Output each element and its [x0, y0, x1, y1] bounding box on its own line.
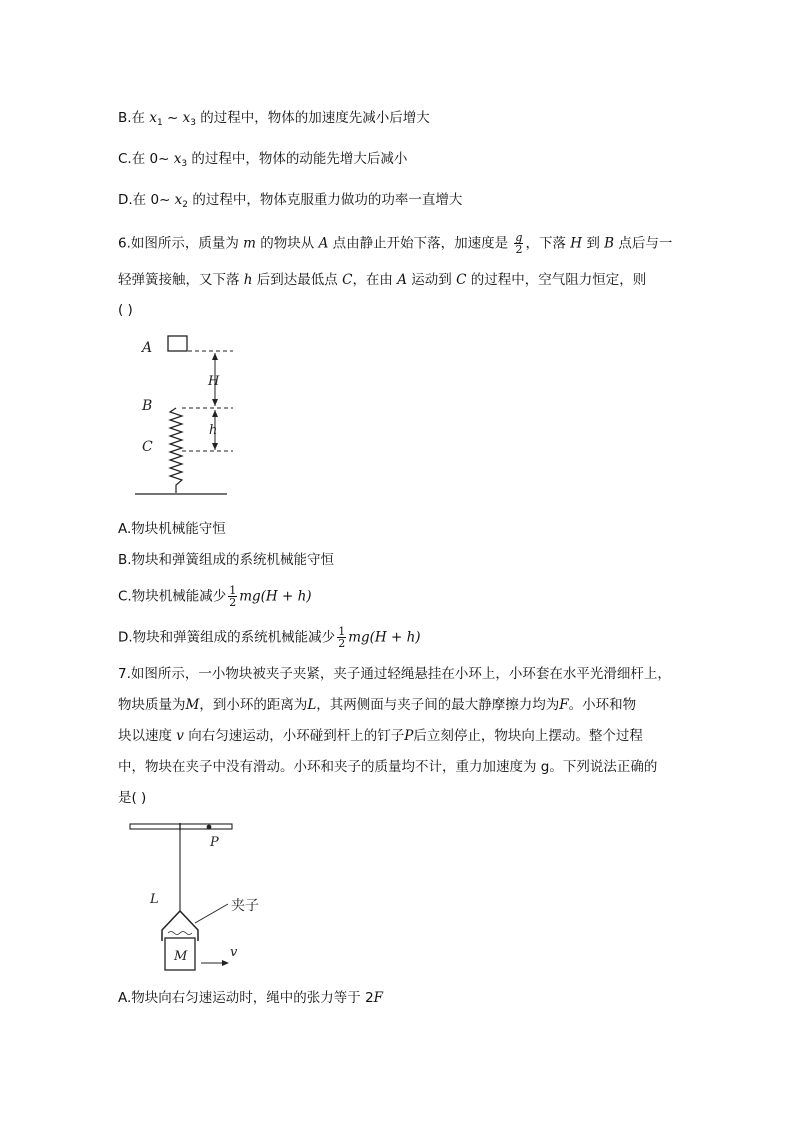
label-H: H — [208, 374, 220, 389]
label-m: M — [174, 949, 188, 964]
clamp — [162, 911, 198, 941]
spring — [170, 408, 182, 493]
q6-option-a: A.物块机械能守恒 — [118, 521, 226, 537]
horizontal-rod — [130, 824, 232, 829]
q5-option-b: B.在 $x_1$ ~ $x_3$ 的过程中，物体的加速度先减小后增大 — [118, 110, 430, 128]
block-a — [168, 336, 187, 351]
fraction-half: $\frac{1}{2}$ — [229, 584, 237, 609]
q6-option-b: B.物块和弹簧组成的系统机械能守恒 — [118, 552, 335, 568]
q6-stem-line-2: 轻弹簧接触，又下落 h 后到达最低点 C，在由 A 运动到 C 的过程中，空气阻力恒定，则 — [118, 272, 647, 288]
label-c: C — [142, 439, 153, 455]
q6-spring-diagram — [130, 330, 250, 500]
q7-clamp-diagram — [125, 818, 285, 980]
fraction-half: $\frac{1}{2}$ — [338, 625, 346, 650]
nail-p — [207, 825, 212, 830]
label-b: B — [142, 398, 153, 414]
clip-pointer — [195, 904, 228, 923]
q6-fraction-g-over-2: $\frac{g}{2}$ — [515, 231, 523, 256]
q7-stem-line-2: 物块质量为M，到小环的距离为L，其两侧面与夹子间的最大静摩擦力均为F。小环和物 — [118, 697, 637, 713]
q6-answer-paren: ( ) — [118, 302, 133, 318]
q6-option-c: C.物块机械能减少 $\frac{1}{2}$ mg(H + h) — [118, 584, 312, 609]
q7-stem-line-3: 块以速度 v 向右匀速运动，小环碰到杆上的钉子P后立刻停止，物块向上摆动。整个过程 — [118, 728, 643, 744]
q5-option-c: C.在 0~ $x_3$ 的过程中，物体的动能先增大后减小 — [118, 151, 408, 169]
label-a: A — [142, 340, 153, 356]
label-clip: 夹子 — [231, 898, 259, 914]
q6-stem-line-1: 6.如图所示，质量为 m 的物块从 A 点由静止开始下落，加速度是 $\frac{g}{2}$ ，下落 H 到 B 点后与一 — [118, 231, 673, 256]
label-h: h — [209, 423, 218, 438]
q7-stem-line-4: 中，物块在夹子中没有滑动。小环和夹子的质量均不计，重力加速度为 g。下列说法正确的 — [118, 759, 658, 775]
q6-option-d: D.物块和弹簧组成的系统机械能减少 $\frac{1}{2}$ mg(H + h) — [118, 625, 421, 650]
q7-stem-line-1: 7.如图所示，一小物块被夹子夹紧，夹子通过轻绳悬挂在小环上，小环套在水平光滑细杆上， — [118, 666, 671, 682]
clamp-spring — [168, 932, 192, 935]
q5-option-d: D.在 0~ $x_2$ 的过程中，物体克服重力做功的功率一直增大 — [118, 192, 463, 210]
q7-stem-line-5: 是( ) — [118, 790, 147, 806]
label-v: v — [230, 945, 238, 960]
q7-option-a: A.物块向右匀速运动时，绳中的张力等于 2F — [118, 990, 384, 1006]
label-l: L — [150, 892, 159, 907]
label-p: P — [210, 835, 219, 850]
